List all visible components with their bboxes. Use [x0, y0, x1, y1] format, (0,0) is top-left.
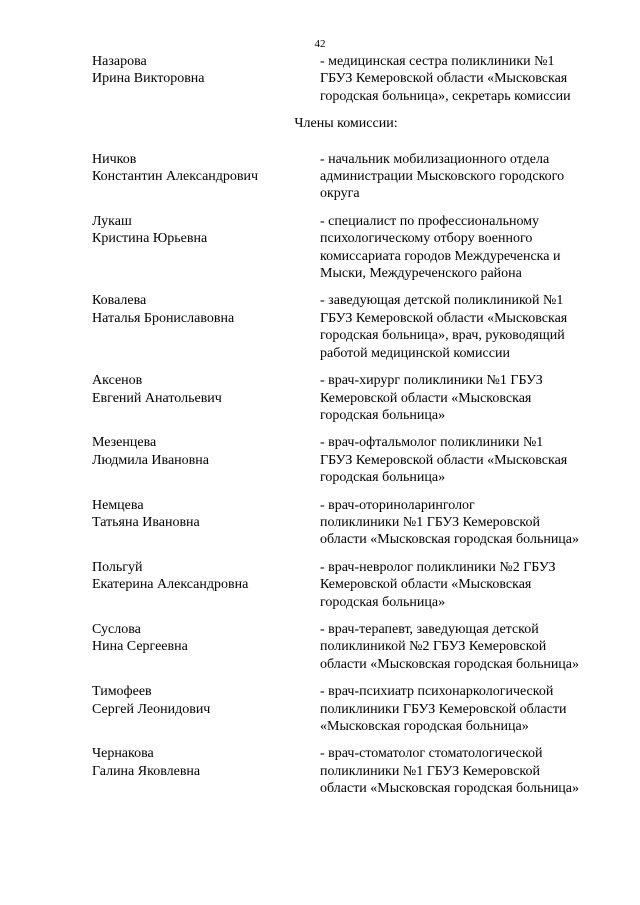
person-role: [320, 292, 612, 362]
person-given-name: Галина Яковлевна: [92, 763, 201, 779]
person-name: [92, 434, 320, 486]
role-line: Кемеровской области «Мысковская: [320, 577, 532, 593]
person-role: [320, 745, 612, 797]
role-line: области «Мысковская городская больница»: [320, 656, 580, 672]
person-surname: Аксенов: [92, 373, 143, 389]
role-line: округа: [320, 186, 360, 202]
person-name: [92, 621, 320, 673]
person-name: [92, 292, 320, 362]
role-line: «Мысковская городская больница»: [320, 719, 529, 734]
role-line: - специалист по профессиональному: [320, 213, 540, 229]
role-line: работой медицинской комиссии: [320, 345, 510, 361]
person-name: [92, 683, 320, 735]
member-entry: [92, 213, 612, 283]
role-line: ГБУЗ Кемеровской области «Мысковская: [320, 452, 568, 468]
role-line: поликлиники №1 ГБУЗ Кемеровской: [320, 763, 541, 779]
member-entry: [92, 683, 612, 735]
role-line: - врач-хирург поликлиники №1 ГБУЗ: [320, 373, 543, 389]
person-given-name: Людмила Ивановна: [92, 452, 209, 468]
person-role: [320, 621, 612, 673]
role-line: поликлиникой №2 ГБУЗ Кемеровской: [320, 639, 547, 655]
member-entry: [92, 434, 612, 486]
person-given-name: Нина Сергеевна: [92, 639, 188, 655]
role-line: комиссариата городов Междуреченска и: [320, 248, 561, 264]
role-line: - врач-стоматолог стоматологической: [320, 746, 543, 762]
person-name: [92, 559, 320, 611]
role-line: области «Мысковская городская больница»: [320, 532, 580, 548]
member-entry: [92, 497, 612, 549]
role-line: поликлиники №1 ГБУЗ Кемеровской: [320, 514, 541, 530]
role-line: - врач-офтальмолог поликлиники №1: [320, 435, 544, 451]
person-surname: Ничков: [92, 151, 137, 167]
person-surname: Польгуй: [92, 559, 143, 575]
person-role: [320, 497, 612, 549]
role-line: Кемеровской области «Мысковская: [320, 390, 532, 406]
role-line: городская больница», врач, руководящий: [320, 328, 565, 344]
person-given-name: Татьяна Ивановна: [92, 514, 200, 530]
person-role: [320, 53, 612, 105]
person-given-name: Кристина Юрьевна: [92, 231, 208, 247]
person-name: [92, 213, 320, 283]
person-surname: Назарова: [92, 54, 147, 69]
role-line: городская больница»: [320, 407, 446, 423]
member-entry: [92, 745, 612, 797]
member-entry: [92, 292, 612, 362]
member-entry: [92, 372, 612, 424]
commission-list: [92, 53, 612, 808]
person-role: [320, 151, 612, 203]
member-entry: [92, 151, 612, 203]
person-surname: Ковалева: [92, 293, 147, 309]
person-given-name: Ирина Викторовна: [92, 71, 205, 87]
person-role: [320, 372, 612, 424]
person-given-name: Константин Александрович: [92, 169, 259, 185]
member-entry: [92, 559, 612, 611]
role-line: - заведующая детской поликлиникой №1: [320, 293, 564, 309]
person-surname: Лукаш: [92, 213, 132, 229]
role-line: - врач-невролог поликлиники №2 ГБУЗ: [320, 559, 556, 575]
person-role: [320, 213, 612, 283]
role-line: - начальник мобилизационного отдела: [320, 151, 550, 167]
role-line: городская больница», секретарь комиссии: [320, 88, 571, 104]
members-heading: Члены комиссии:: [294, 116, 398, 132]
role-line: Мыски, Междуреченского района: [320, 266, 522, 282]
person-given-name: Сергей Леонидович: [92, 701, 211, 717]
role-line: администрации Мысковского городского: [320, 169, 565, 185]
role-line: поликлиники ГБУЗ Кемеровской области: [320, 701, 567, 717]
role-line: психологическому отбору военного: [320, 231, 533, 247]
secretary-entry: [92, 53, 612, 105]
member-entry: [92, 621, 612, 673]
person-surname: Чернакова: [92, 746, 154, 762]
role-line: - врач-терапевт, заведующая детской: [320, 621, 539, 637]
person-given-name: Екатерина Александровна: [92, 577, 249, 593]
person-name: [92, 53, 320, 105]
person-role: [320, 683, 612, 735]
person-surname: Немцева: [92, 497, 144, 513]
person-surname: Тимофеев: [92, 684, 152, 700]
role-line: городская больница»: [320, 594, 446, 610]
person-name: [92, 151, 320, 203]
person-surname: Мезенцева: [92, 435, 157, 451]
person-role: [320, 434, 612, 486]
page-number: 42: [314, 38, 326, 50]
person-given-name: Евгений Анатольевич: [92, 390, 222, 406]
person-role: [320, 559, 612, 611]
role-line: области «Мысковская городская больница»: [320, 781, 580, 797]
role-line: - врач-оториноларинголог: [320, 497, 475, 513]
person-given-name: Наталья Брониславовна: [92, 310, 235, 326]
role-line: - врач-психиатр психонаркологической: [320, 684, 554, 700]
person-name: [92, 745, 320, 797]
role-line: ГБУЗ Кемеровской области «Мысковская: [320, 310, 568, 326]
person-name: [92, 497, 320, 549]
person-name: [92, 372, 320, 424]
role-line: городская больница»: [320, 470, 446, 486]
role-line: - медицинская сестра поликлиники №1: [320, 54, 555, 69]
role-line: ГБУЗ Кемеровской области «Мысковская: [320, 71, 568, 87]
person-surname: Суслова: [92, 621, 141, 637]
